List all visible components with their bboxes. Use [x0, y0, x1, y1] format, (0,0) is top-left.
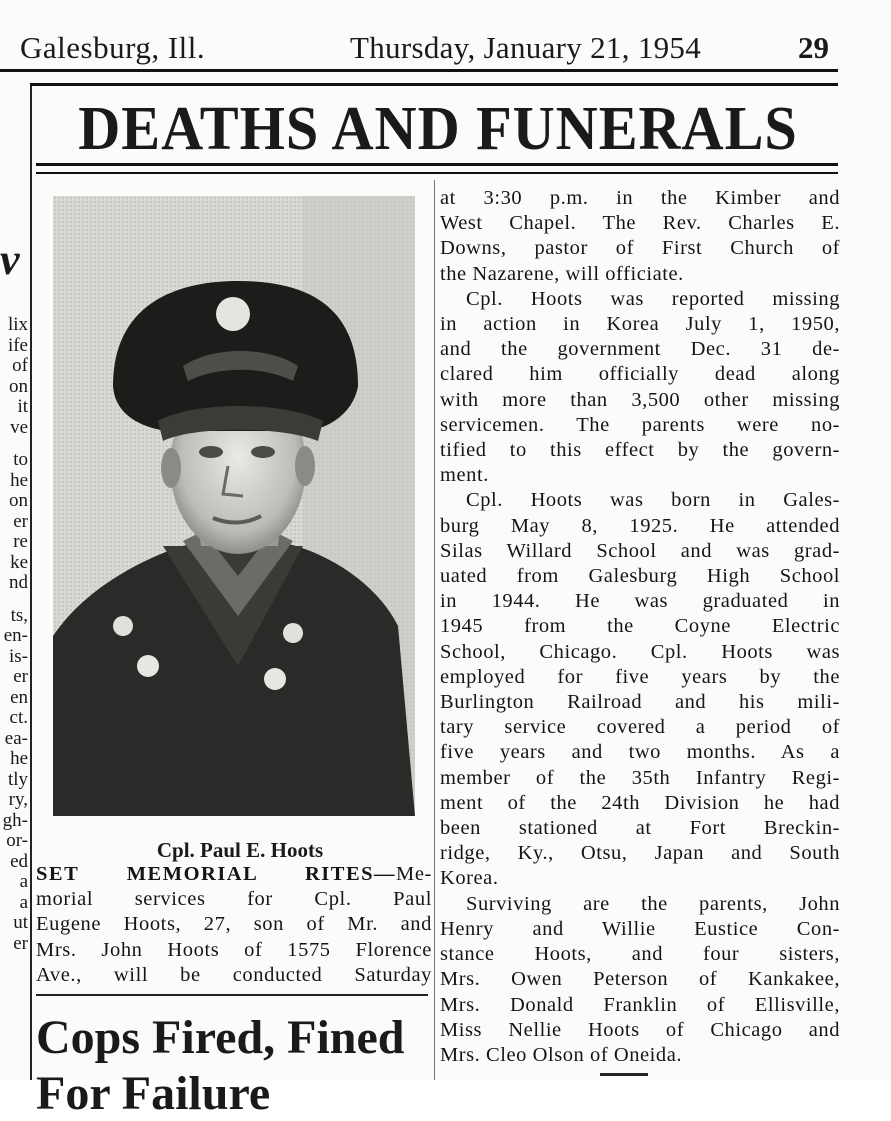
story-right-line: servicemen. The parents were no- — [440, 413, 840, 436]
header-rule-lower — [30, 83, 838, 86]
story-right-line: member of the 35th Infantry Regi- — [440, 766, 840, 789]
column-end-rule — [600, 1073, 648, 1076]
left-column-fragment-line: re — [13, 531, 28, 552]
story-right-line: at 3:30 p.m. in the Kimber and — [440, 187, 840, 209]
left-column-fragment-line: ve — [10, 416, 28, 438]
story-right-line: tified to this effect by the govern- — [440, 439, 840, 462]
headline-rule-lower — [36, 172, 838, 174]
left-column-fragment-line: on — [9, 375, 28, 397]
left-column-fragment-letter: v — [0, 235, 20, 284]
left-column-fragment-line: of — [12, 355, 28, 376]
story-right-line: five years and two months. As a — [440, 741, 840, 764]
left-column-fragment-line: it — [17, 396, 28, 417]
story-left-line-text: Me- — [396, 863, 432, 885]
story-right-line: Mrs. Donald Franklin of Ellisville, — [440, 993, 840, 1016]
story-right-line: School, Chicago. Cpl. Hoots was — [440, 640, 840, 663]
dateline — [0, 30, 850, 70]
left-column-fragment-line: ed — [10, 850, 28, 872]
next-story-headline-line2: For Failure — [36, 1067, 271, 1120]
story-right-line: uated from Galesburg High School — [440, 565, 840, 588]
story-right-line: in action in Korea July 1, 1950, — [440, 313, 840, 336]
story-right-line: ment of the 24th Division he had — [440, 791, 840, 814]
left-column-fragment-line: ife — [7, 334, 28, 356]
story-right-line: Downs, pastor of First Church of — [440, 237, 840, 260]
left-column-fragment-line: on — [9, 490, 28, 511]
next-story-headline: Cops Fired, Fined — [36, 1011, 405, 1064]
left-column-fragment-line: er — [13, 666, 28, 687]
story-left-line: Eugene Hoots, 27, son of Mr. and — [36, 913, 432, 936]
left-column-fragment-line: he — [10, 469, 28, 491]
left-column-fragment-line: a — [19, 891, 28, 913]
left-column-fragment-line: ut — [13, 912, 28, 933]
left-column-fragment-line: er — [13, 510, 28, 532]
story-right-line: tary service covered a period of — [440, 716, 840, 739]
story-right-line: employed for five years by the — [440, 665, 840, 688]
section-headline: DEATHS AND FUNERALS — [78, 95, 798, 163]
story-right-line: Surviving are the parents, John — [466, 892, 840, 915]
story-right-line: ridge, Ky., Otsu, Japan and South — [440, 842, 840, 865]
story-right-line: Silas Willard School and was grad- — [440, 539, 840, 562]
portrait-image — [53, 196, 415, 816]
left-column-fragment-line: er — [13, 932, 28, 954]
story-right-line: stance Hoots, and four sisters, — [440, 943, 840, 966]
story-right-line: Cpl. Hoots was born in Gales- — [466, 489, 840, 512]
story-left-column — [36, 862, 432, 988]
dateline-place: Galesburg, Ill. — [20, 30, 206, 65]
story-left-line: Ave., will be conducted Saturday — [36, 963, 432, 986]
left-column-fragment-line: a — [19, 871, 28, 892]
portrait-photo — [53, 196, 415, 816]
story-right-line: been stationed at Fort Breckin- — [440, 817, 840, 840]
story-right-line: and the government Dec. 31 de- — [440, 338, 840, 361]
left-column-fragment-line: ct. — [9, 707, 28, 728]
header-rule — [0, 69, 838, 72]
left-column-fragment-line: or- — [6, 830, 28, 851]
left-column-fragment-line: tly — [7, 768, 28, 790]
headline-rule — [36, 163, 838, 166]
story-right-line: Cpl. Hoots was reported missing — [466, 287, 840, 310]
left-column-fragment-line: lix — [7, 314, 28, 335]
column-divider-right — [434, 180, 435, 1080]
left-column-fragment-line: is- — [9, 645, 28, 667]
story-right-line: Burlington Railroad and his mili- — [440, 691, 840, 714]
story-right-line: in 1944. He was graduated in — [440, 590, 840, 613]
left-column-fragment-line: nd — [9, 572, 28, 593]
story-right-line: Henry and Willie Eustice Con- — [440, 917, 840, 940]
dateline-date: Thursday, January 21, 1954 — [350, 30, 702, 65]
left-column-fragment-line: ea- — [4, 727, 28, 749]
story-end-rule — [36, 994, 428, 996]
story-right-line: the Nazarene, will officiate. — [440, 262, 684, 285]
story-right-line: burg May 8, 1925. He attended — [440, 514, 840, 537]
left-column-fragment-line: gh- — [2, 809, 28, 831]
story-right-line: Korea. — [440, 867, 499, 890]
story-left-line: morial services for Cpl. Paul — [36, 888, 432, 911]
left-column-fragment-line: ry, — [8, 789, 28, 810]
left-column-fragment-line: en- — [3, 625, 28, 646]
story-right-line: ment. — [440, 464, 489, 487]
story-left-line — [36, 862, 432, 887]
column-divider-left — [30, 86, 32, 1080]
story-right-line: 1945 from the Coyne Electric — [440, 615, 840, 638]
page-number: 29 — [798, 30, 829, 65]
left-column-fragment-line: en — [10, 686, 28, 708]
photo-caption: Cpl. Paul E. Hoots — [156, 838, 324, 862]
story-right-line: Mrs. Owen Peterson of Kankakee, — [440, 968, 840, 991]
story-left-line: Mrs. John Hoots of 1575 Florence — [36, 938, 432, 961]
story-right-line: Miss Nellie Hoots of Chicago and — [440, 1018, 840, 1041]
story-right-line: with more than 3,500 other missing — [440, 388, 840, 411]
left-column-fragment-line: ts, — [10, 604, 28, 626]
story-right-column — [440, 186, 840, 1068]
left-column-fragment-line: he — [10, 748, 28, 769]
left-column-fragment-line: ke — [10, 551, 28, 573]
story-lead-in: SET MEMORIAL RITES— — [36, 863, 397, 885]
story-right-line: Mrs. Cleo Olson of Oneida. — [440, 1043, 683, 1066]
story-right-line: West Chapel. The Rev. Charles E. — [440, 212, 840, 235]
left-column-fragment-line: to — [13, 449, 28, 470]
story-right-line: clared him officially dead along — [440, 363, 840, 386]
